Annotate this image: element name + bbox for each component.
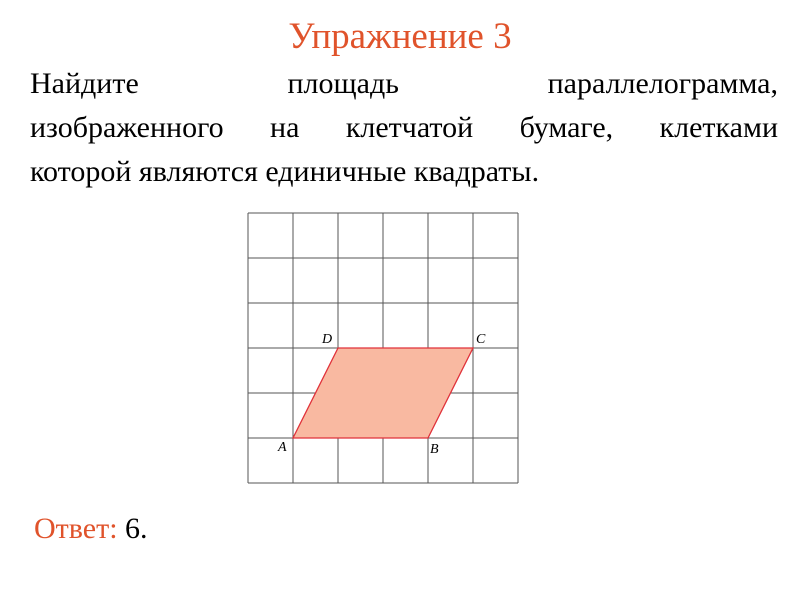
answer-value: 6. bbox=[125, 512, 148, 545]
task-line-1: Найдите площадь параллелограмма, bbox=[30, 67, 778, 100]
parallelogram-abcd bbox=[293, 348, 473, 438]
task-line-2: изображенного на клетчатой бумаге, клетками bbox=[30, 111, 778, 144]
vertex-label-a: A bbox=[278, 440, 287, 455]
vertex-label-c: C bbox=[476, 332, 486, 347]
task-text bbox=[30, 62, 778, 194]
vertex-label-d: D bbox=[322, 332, 333, 347]
parallelogram-diagram bbox=[238, 205, 528, 490]
task-line-3: которой являются единичные квадраты. bbox=[30, 155, 540, 188]
answer bbox=[34, 507, 148, 551]
answer-label: Ответ: bbox=[34, 512, 118, 545]
exercise-title: Упражнение 3 bbox=[288, 16, 512, 57]
grid-figure bbox=[238, 205, 528, 490]
vertex-label-b: B bbox=[430, 442, 439, 457]
